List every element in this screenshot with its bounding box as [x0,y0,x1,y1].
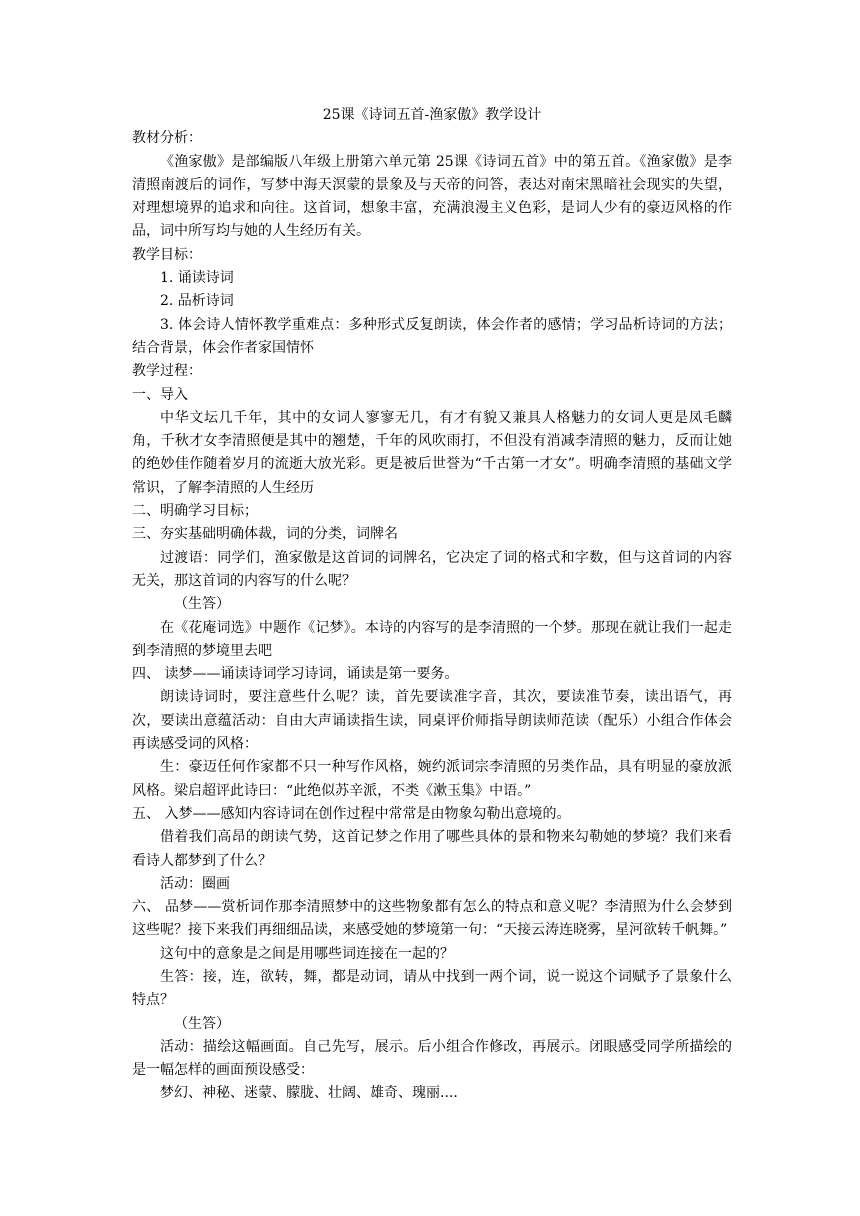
paragraph: 活动：描绘这幅画面。自己先写，展示。后小组合作修改，再展示。闭眼感受同学所描绘的是一幅怎样的画面预设感受： [132,1038,732,1079]
paragraph: 二、明确学习目标； [132,503,258,520]
paragraph: 三、夯实基础明确体裁，词的分类，词牌名 [132,526,398,543]
paragraph: 《渔家傲》是部编版八年级上册第六单元第 25课《诗词五首》中的第五首。《渔家傲》是李清照南渡后的词作，写梦中海天溟蒙的景象及与天帝的问答，表达对南宋黑暗社会现实的失望，对理想境界的追求和向往。这首词，想象丰富，充满浪漫主义色彩，是词人少有的豪迈风格的作品，词中所写均与她的人生经历有关。 [132,153,732,240]
paragraph: （生答） [174,596,230,613]
paragraph: 教材分析： [132,130,202,147]
paragraph: 1. 诵读诗词 [160,270,234,287]
paragraph: 五、 入梦——感知内容诗词在创作过程中常常是由物象勾勒出意境的。 [132,805,571,822]
paragraph: 一、导入 [132,386,188,403]
document-page [132,104,732,1106]
paragraph: 3. 体会诗人情怀教学重难点：多种形式反复朗读，体会作者的感情；学习品析诗词的方法；结合背景，体会作者家国情怀 [132,316,732,356]
paragraph: 借着我们高昂的朗读气势，这首记梦之作用了哪些具体的景和物来勾勒她的梦境？我们来看看诗人都梦到了什么？ [132,829,732,869]
paragraph: 四、 读梦——诵读诗词学习诗词，诵读是第一要务。 [132,666,459,683]
paragraph: 活动：圈画 [160,875,230,892]
paragraph: 六、 品梦——赏析词作那李清照梦中的这些物象都有怎么的特点和意义呢？李清照为什么会梦到这些呢？接下来我们再细细品读，来感受她的梦境第一句：“天接云涛连晓雾，星河欲转千帆舞。” [132,899,732,939]
paragraph: 教学目标： [132,246,202,263]
paragraph: 在《花庵词选》中题作《记梦》。本诗的内容写的是李清照的一个梦。那现在就让我们一起走到李清照的梦境里去吧 [132,619,732,659]
paragraph: 过渡语：同学们，渔家傲是这首词的词牌名，它决定了词的格式和字数，但与这首词的内容无关，那这首词的内容写的什么呢？ [132,549,732,589]
document-body [132,127,732,1105]
paragraph: 生答：接，连，欲转，舞，都是动词，请从中找到一两个词，说一说这个词赋予了景象什么特点？ [132,968,732,1009]
document-title: 25课《诗词五首-渔家傲》教学设计 [322,107,542,123]
paragraph: 这句中的意象是之间是用哪些词连接在一起的？ [160,945,454,962]
paragraph: 生：豪迈任何作家都不只一种写作风格，婉约派词宗李清照的另类作品，具有明显的豪放派风格。梁启超评此诗曰：“此绝似苏辛派，不类《漱玉集》中语。” [132,759,732,799]
paragraph: 梦幻、神秘、迷蒙、朦胧、壮阔、雄奇、瑰丽.... [160,1085,458,1102]
paragraph: 朗读诗词时，要注意些什么呢？读，首先要读准字音，其次，要读准节奏，读出语气，再次，要读出意蕴活动：自由大声诵读指生读，同桌评价师指导朗读师范读（配乐）小组合作体会再读感受词的风格： [132,689,732,753]
paragraph: （生答） [174,1015,230,1032]
paragraph: 中华文坛几千年，其中的女词人寥寥无几，有才有貌又兼具人格魅力的女词人更是凤毛麟角，千秋才女李清照便是其中的翘楚，千年的风吹雨打，不但没有消减李清照的魅力，反而让她的绝妙佳作随着岁月的流逝大放光彩。更是被后世誉为“千古第一才女”。明确李清照的基础文学常识，了解李清照的人生经历 [132,409,732,496]
paragraph: 教学过程： [132,363,202,380]
paragraph: 2. 品析诗词 [160,293,234,310]
